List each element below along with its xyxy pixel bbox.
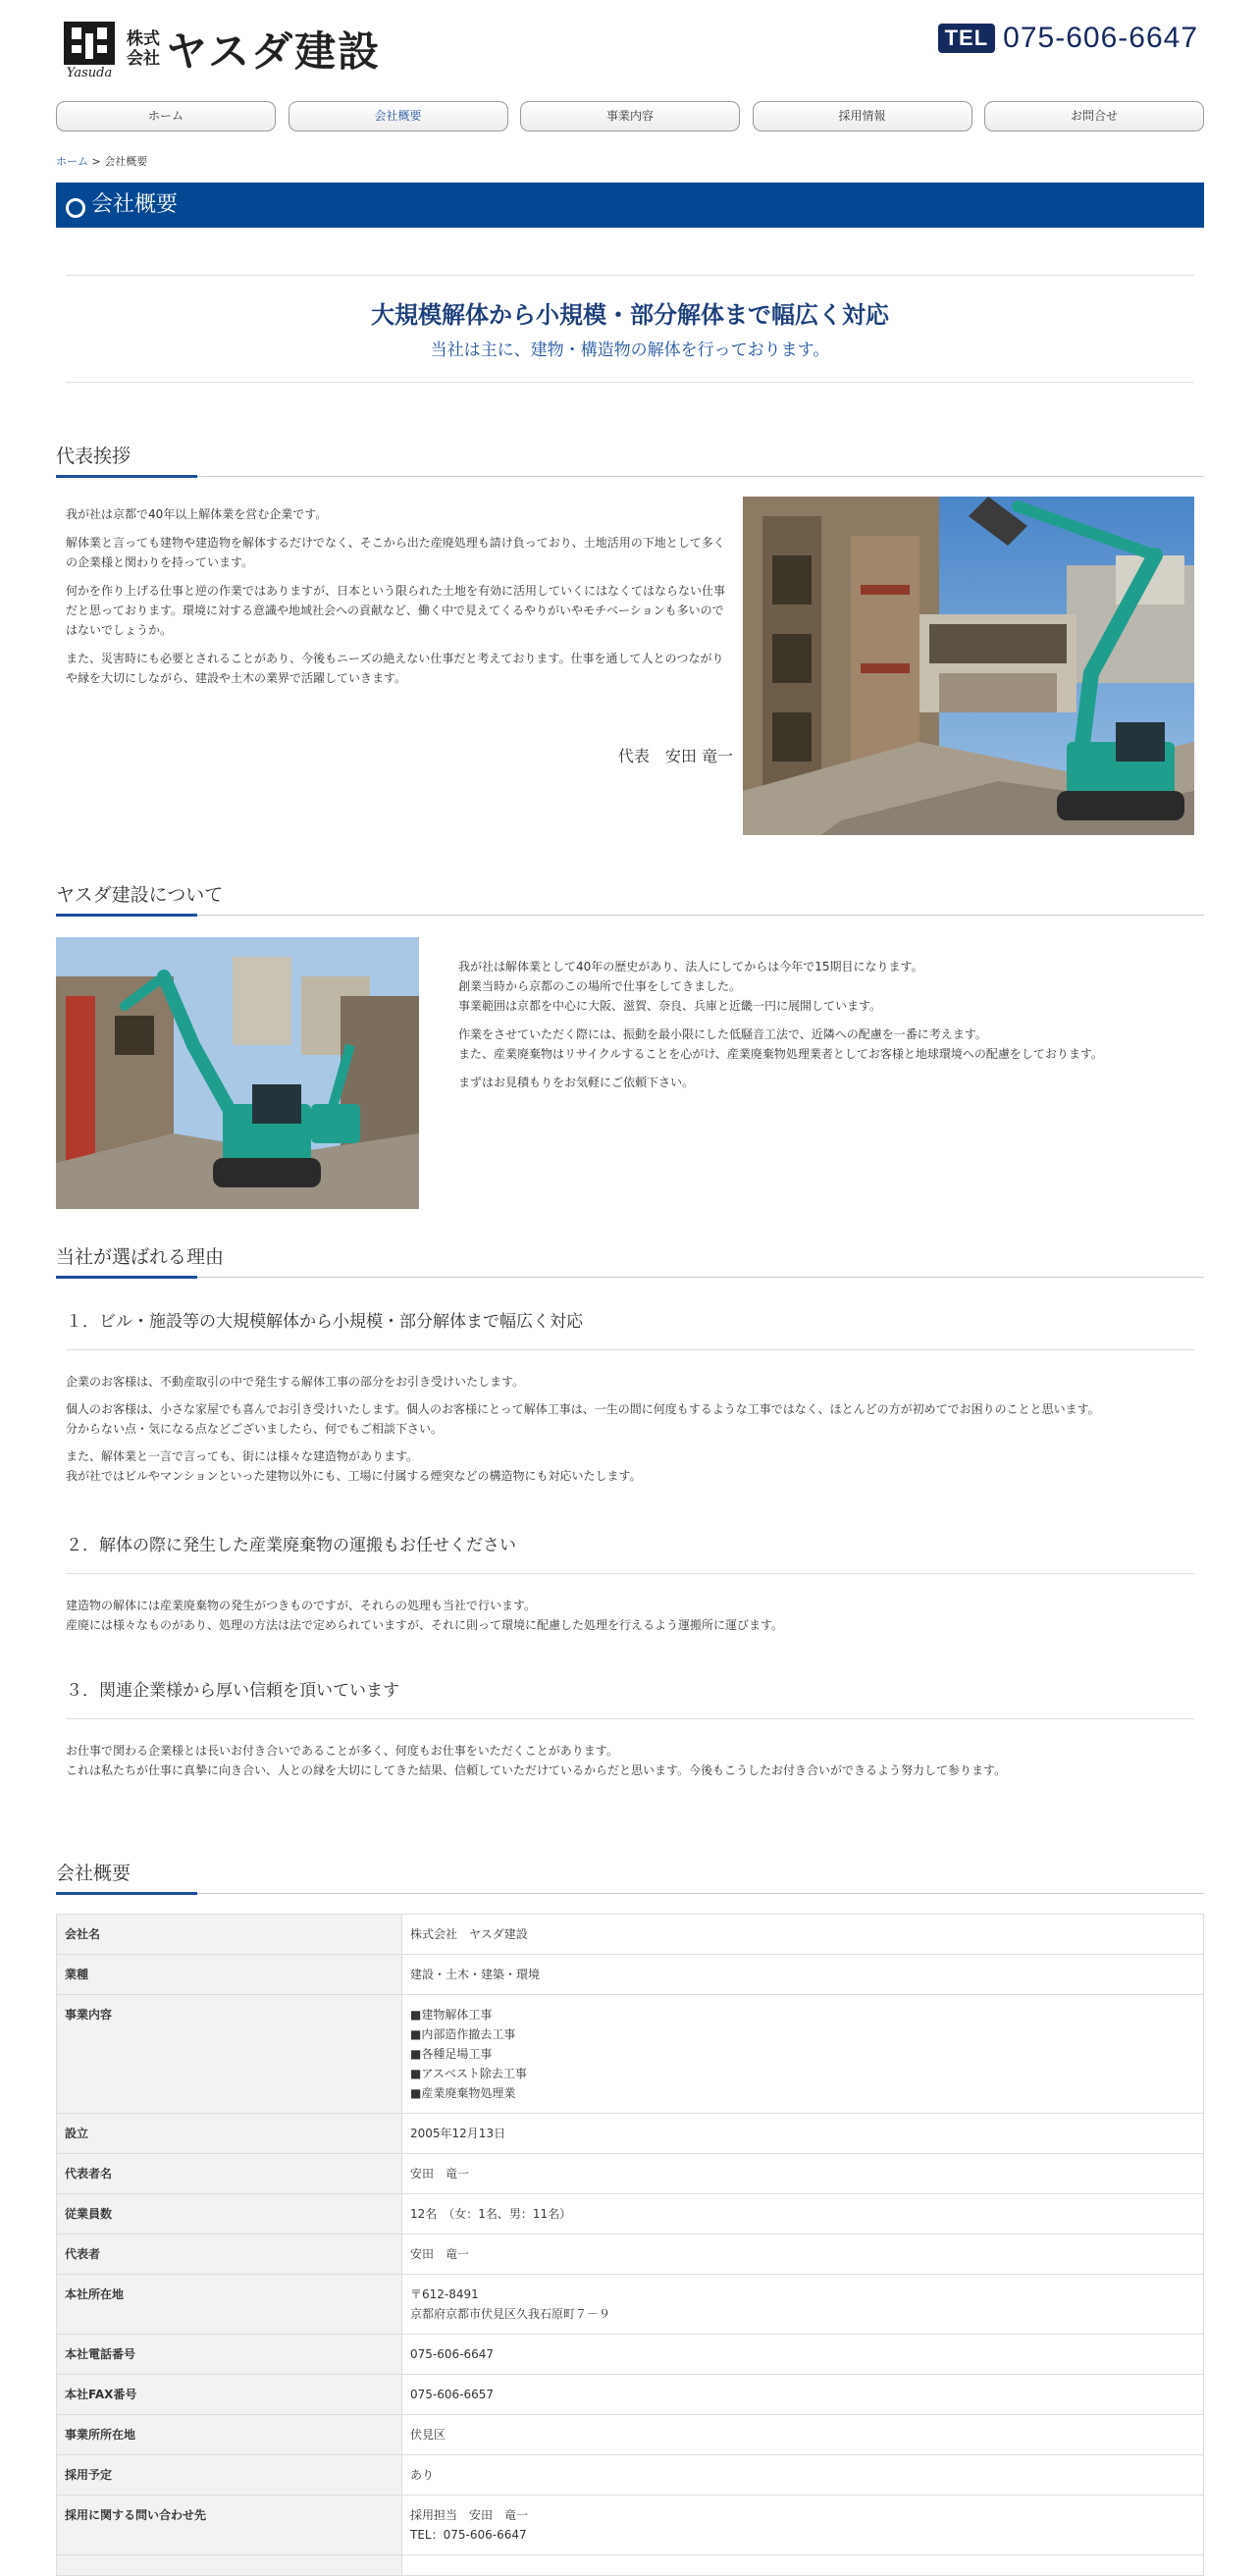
table-value-line: ■内部造作撤去工事 bbox=[410, 2027, 516, 2041]
reason-body-1 bbox=[56, 1350, 1204, 1486]
logo-kabushiki: 株式会社 bbox=[127, 29, 160, 69]
about-line: 創業当時から京都のこの場所で仕事をしてきました。 bbox=[458, 979, 742, 993]
table-value-line: 〒612-8491 bbox=[410, 2287, 479, 2301]
reason-title-3: ３．関連企業様から厚い信頼を頂いています bbox=[66, 1676, 1194, 1719]
table-label: 事業内容 bbox=[57, 1995, 402, 2114]
table-value-line: 採用担当 安田 竜一 bbox=[410, 2508, 529, 2522]
table-row bbox=[57, 2455, 1204, 2496]
nav-home[interactable]: ホーム bbox=[56, 101, 276, 131]
reasons-heading: 当社が選ばれる理由 bbox=[56, 1242, 1204, 1278]
nav-company[interactable]: 会社概要 bbox=[289, 101, 508, 131]
table-value-line: ■産業廃棄物処理業 bbox=[410, 2086, 516, 2100]
table-row bbox=[57, 2275, 1204, 2335]
about-heading: ヤスダ建設について bbox=[56, 880, 1204, 916]
reason-text: 企業のお客様は、不動産取引の中で発生する解体工事の部分をお引き受けいたします。 bbox=[66, 1375, 525, 1389]
table-value bbox=[402, 2496, 1204, 2555]
about-line: 我が社は解体業として40年の歴史があり、法人にしてからは今年で15期目になります。 bbox=[458, 960, 923, 973]
reason-text: 個人のお客様は、小さな家屋でも喜んでお引き受けいたします。個人のお客様にとって解体工事は、一生の間に何度もするような工事ではなく、ほとんどの方が初めてでお困りのことと思います。 分からない点・気になる点などございましたら、何でもご相談下さい。 bbox=[66, 1402, 1100, 1436]
greeting-section bbox=[56, 504, 1204, 835]
company-heading: 会社概要 bbox=[56, 1859, 1204, 1894]
table-label: 採用予定 bbox=[57, 2455, 402, 2496]
greeting-paragraph: 我が社は京都で40年以上解体業を営む企業です。 bbox=[66, 507, 328, 521]
header-tel[interactable] bbox=[938, 22, 1198, 55]
global-nav bbox=[56, 101, 1204, 131]
about-line: まずはお見積もりをお気軽にご依頼下さい。 bbox=[458, 1076, 695, 1089]
tel-badge: TEL bbox=[938, 24, 996, 53]
table-value: あり bbox=[402, 2455, 1204, 2496]
greeting-signature: 代表 安田 竜一 bbox=[617, 747, 733, 765]
table-label: 採用に関する問い合わせ先 bbox=[57, 2496, 402, 2555]
table-row bbox=[57, 2375, 1204, 2415]
table-row bbox=[57, 1995, 1204, 2114]
breadcrumb-current: 会社概要 bbox=[104, 155, 148, 168]
breadcrumb-home[interactable]: ホーム bbox=[56, 155, 88, 168]
table-label bbox=[57, 2555, 402, 2576]
table-value bbox=[402, 1995, 1204, 2114]
table-label: 本社所在地 bbox=[57, 2275, 402, 2335]
about-line: 作業をさせていただく際には、振動を最小限にした低騒音工法で、近隣への配慮を一番に考えます。 bbox=[458, 1027, 987, 1041]
table-label: 本社電話番号 bbox=[57, 2335, 402, 2375]
breadcrumb-separator: > bbox=[88, 155, 105, 168]
reason-title-1: １．ビル・施設等の大規模解体から小規模・部分解体まで幅広く対応 bbox=[66, 1307, 1194, 1350]
table-label: 業種 bbox=[57, 1955, 402, 1995]
table-value-line: TEL：075-606-6647 bbox=[410, 2528, 527, 2542]
table-label: 本社FAX番号 bbox=[57, 2375, 402, 2415]
site-logo[interactable] bbox=[60, 20, 381, 79]
greeting-paragraph: 解体業と言っても建物や建造物を解体するだけでなく、そこから出た産廃処理も請け負っており、土地活用の下地として多くの企業様と関わりを持っています。 bbox=[66, 536, 725, 569]
table-label: 事業所所在地 bbox=[57, 2415, 402, 2455]
table-row bbox=[57, 2415, 1204, 2455]
logo-name: ヤスダ建設 bbox=[166, 27, 382, 76]
lead-title: 大規模解体から小規模・部分解体まで幅広く対応 bbox=[371, 301, 889, 329]
company-table bbox=[56, 1914, 1204, 2576]
demolition-site-photo bbox=[743, 497, 1194, 835]
reason-title-2: ２．解体の際に発生した産業廃棄物の運搬もお任せください bbox=[66, 1531, 1194, 1574]
table-label: 代表者名 bbox=[57, 2154, 402, 2194]
logo-mark-icon bbox=[60, 20, 119, 79]
table-value: 安田 竜一 bbox=[402, 2154, 1204, 2194]
table-value-line: ■アスベスト除去工事 bbox=[410, 2067, 527, 2080]
lead-block bbox=[66, 275, 1194, 383]
reason-body-2 bbox=[56, 1574, 1204, 1635]
table-label: 会社名 bbox=[57, 1915, 402, 1955]
table-row bbox=[57, 2154, 1204, 2194]
nav-contact[interactable]: お問合せ bbox=[984, 101, 1204, 131]
greeting-paragraph: また、災害時にも必要とされることがあり、今後もニーズの絶えない仕事だと考えております。仕事を通して人とのつながりや縁を大切にしながら、建設や土木の業界で活躍していきます。 bbox=[66, 652, 724, 685]
table-row bbox=[57, 2114, 1204, 2154]
table-value-line: 京都府京都市伏見区久我石原町７－９ bbox=[410, 2307, 611, 2321]
greeting-heading: 代表挨拶 bbox=[56, 442, 1204, 477]
table-value: 075-606-6647 bbox=[402, 2335, 1204, 2375]
about-line: 事業範囲は京都を中心に大阪、滋賀、奈良、兵庫と近畿一円に展開しています。 bbox=[458, 999, 882, 1013]
table-value-line: ■建物解体工事 bbox=[410, 2008, 493, 2022]
table-value: 伏見区 bbox=[402, 2415, 1204, 2455]
reason-text: お仕事で関わる企業様とは長いお付き合いであることが多く、何度もお仕事をいただくことがあります。 これは私たちが仕事に真摯に向き合い、人との縁を大切にしてきた結果、信頼していただけているからだと思います。今後もこうしたお付き合いができるよう努力して参ります。 bbox=[66, 1744, 1007, 1777]
table-value-line: ■各種足場工事 bbox=[410, 2047, 493, 2061]
table-row bbox=[57, 2234, 1204, 2275]
table-label: 代表者 bbox=[57, 2234, 402, 2275]
site-header bbox=[56, 0, 1204, 98]
table-value: 安田 竜一 bbox=[402, 2234, 1204, 2275]
nav-recruit[interactable]: 採用情報 bbox=[753, 101, 972, 131]
about-line: また、産業廃棄物はリサイクルすることを心がけ、産業廃棄物処理業者としてお客様と地球環境への配慮をしております。 bbox=[458, 1047, 1103, 1061]
table-value bbox=[402, 2275, 1204, 2335]
page bbox=[56, 0, 1204, 2576]
table-value bbox=[402, 2555, 1204, 2576]
excavator-photo bbox=[56, 937, 419, 1209]
table-row bbox=[57, 2555, 1204, 2576]
logo-sub-text: Yasuda bbox=[66, 66, 113, 80]
table-value: 株式会社 ヤスダ建設 bbox=[402, 1915, 1204, 1955]
about-section bbox=[56, 937, 1204, 1209]
reason-body-3 bbox=[56, 1719, 1204, 1780]
tel-number[interactable]: 075-606-6647 bbox=[1003, 22, 1198, 54]
breadcrumb bbox=[56, 153, 1204, 169]
nav-business[interactable]: 事業内容 bbox=[520, 101, 740, 131]
table-value: 075-606-6657 bbox=[402, 2375, 1204, 2415]
table-label: 従業員数 bbox=[57, 2194, 402, 2234]
reason-text: 建造物の解体には産業廃棄物の発生がつきものですが、それらの処理も当社で行います。 産廃には様々なものがあり、処理の方法は法で定められていますが、それに則って環境に配慮した処理を行えるよう運搬所に運びます。 bbox=[66, 1599, 784, 1632]
table-row bbox=[57, 2335, 1204, 2375]
table-row bbox=[57, 2194, 1204, 2234]
table-value: 建設・土木・建築・環境 bbox=[402, 1955, 1204, 1995]
page-title: 会社概要 bbox=[56, 183, 1204, 228]
table-value: 12名 （女：1名、男：11名） bbox=[402, 2194, 1204, 2234]
greeting-paragraph: 何かを作り上げる仕事と逆の作業ではありますが、日本という限られた土地を有効に活用していくにはなくてはならない仕事だと思っております。環境に対する意識や地域社会への貢献など、働く中で見えてくるやりがいやモチベーションも多いのではないでしょうか。 bbox=[66, 584, 726, 637]
table-row bbox=[57, 1915, 1204, 1955]
table-label: 設立 bbox=[57, 2114, 402, 2154]
table-row bbox=[57, 1955, 1204, 1995]
table-value: 2005年12月13日 bbox=[402, 2114, 1204, 2154]
lead-subtitle: 当社は主に、建物・構造物の解体を行っております。 bbox=[430, 341, 830, 360]
table-row bbox=[57, 2496, 1204, 2555]
reason-text: また、解体業と一言で言っても、街には様々な建造物があります。 我が社ではビルやマンションといった建物以外にも、工場に付属する煙突などの構造物にも対応いたします。 bbox=[66, 1449, 642, 1483]
